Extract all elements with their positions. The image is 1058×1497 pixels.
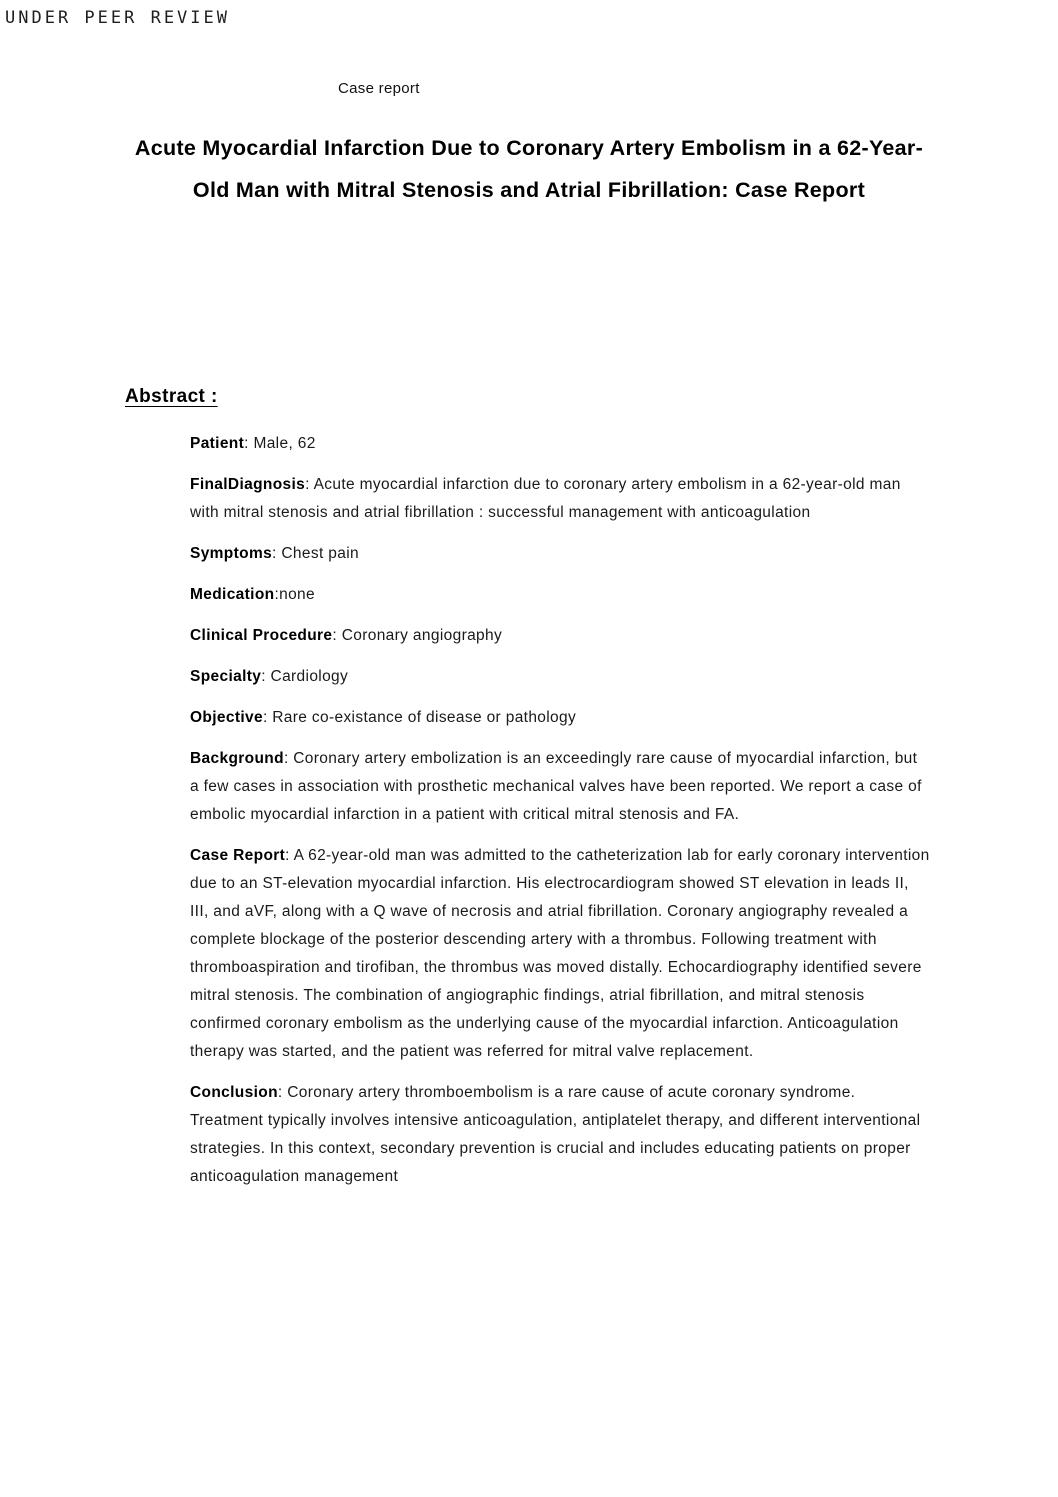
field-value-conclusion: : Coronary artery thromboembolism is a rare cause of acute coronary syndrome. Treatment typically involves intensive anticoagulation, antiplatelet therapy, and different interventional strategies. In this context, secondary prevention is crucial and includes educating patients on proper anticoagulation management [190, 1084, 921, 1185]
abstract-item-specialty [190, 663, 930, 691]
abstract-item-patient [190, 430, 930, 458]
abstract-item-background [190, 745, 930, 829]
field-value-clinical-procedure: : Coronary angiography [332, 627, 503, 644]
field-value-case-report: : A 62-year-old man was admitted to the catheterization lab for early coronary intervention due to an ST-elevation myocardial infarction. His electrocardiogram showed ST elevation in leads II, III, and aVF, along with a Q wave of necrosis and atrial fibrillation. Coronary angiography revealed a complete blockage of the posterior descending artery with a thrombus. Following treatment with thromboaspiration and tirofiban, the thrombus was moved distally. Echocardiography identified severe mitral stenosis. The combination of angiographic findings, atrial fibrillation, and mitral stenosis confirmed coronary embolism as the underlying cause of the myocardial infarction. Anticoagulation therapy was started, and the patient was referred for mitral valve replacement. [190, 847, 930, 1060]
field-label-clinical-procedure: Clinical Procedure [190, 627, 333, 644]
field-label-specialty: Specialty [190, 668, 262, 685]
abstract-item-medication [190, 581, 930, 609]
abstract-heading [125, 386, 1058, 408]
abstract-item-final-diagnosis [190, 471, 930, 527]
field-label-final-diagnosis: FinalDiagnosis [190, 476, 306, 493]
field-value-specialty: : Cardiology [261, 668, 349, 685]
abstract-item-objective [190, 704, 930, 732]
article-type-label: Case report [338, 80, 420, 97]
abstract-item-symptoms [190, 540, 930, 568]
page-title: Acute Myocardial Infarction Due to Coronary Artery Embolism in a 62-Year-Old Man with Mitral Stenosis and Atrial Fibrillation: Case Report [134, 136, 924, 202]
field-label-medication: Medication [190, 586, 275, 603]
field-value-final-diagnosis: : Acute myocardial infarction due to coronary artery embolism in a 62-year-old man with mitral stenosis and atrial fibrillation : successful management with anticoagulation [190, 476, 901, 521]
field-value-symptoms: : Chest pain [272, 545, 359, 562]
abstract-body [190, 430, 930, 1191]
abstract-item-case-report [190, 842, 930, 1066]
field-label-conclusion: Conclusion [190, 1084, 278, 1101]
field-label-symptoms: Symptoms [190, 545, 273, 562]
field-value-patient: : Male, 62 [244, 435, 316, 452]
field-label-objective: Objective [190, 709, 263, 726]
peer-review-watermark: UNDER PEER REVIEW [5, 8, 230, 28]
field-value-background: : Coronary artery embolization is an exceedingly rare cause of myocardial infarction, but a few cases in association with prosthetic mechanical valves have been reported. We report a case of embolic myocardial infarction in a patient with critical mitral stenosis and FA. [190, 750, 922, 823]
field-label-patient: Patient [190, 435, 245, 452]
field-label-case-report: Case Report [190, 847, 286, 864]
abstract-item-conclusion [190, 1079, 930, 1191]
abstract-item-clinical-procedure [190, 622, 930, 650]
field-value-medication: :none [274, 586, 315, 603]
abstract-heading-text: Abstract : [125, 386, 218, 407]
field-label-background: Background [190, 750, 284, 767]
field-value-objective: : Rare co-existance of disease or pathology [262, 709, 577, 726]
